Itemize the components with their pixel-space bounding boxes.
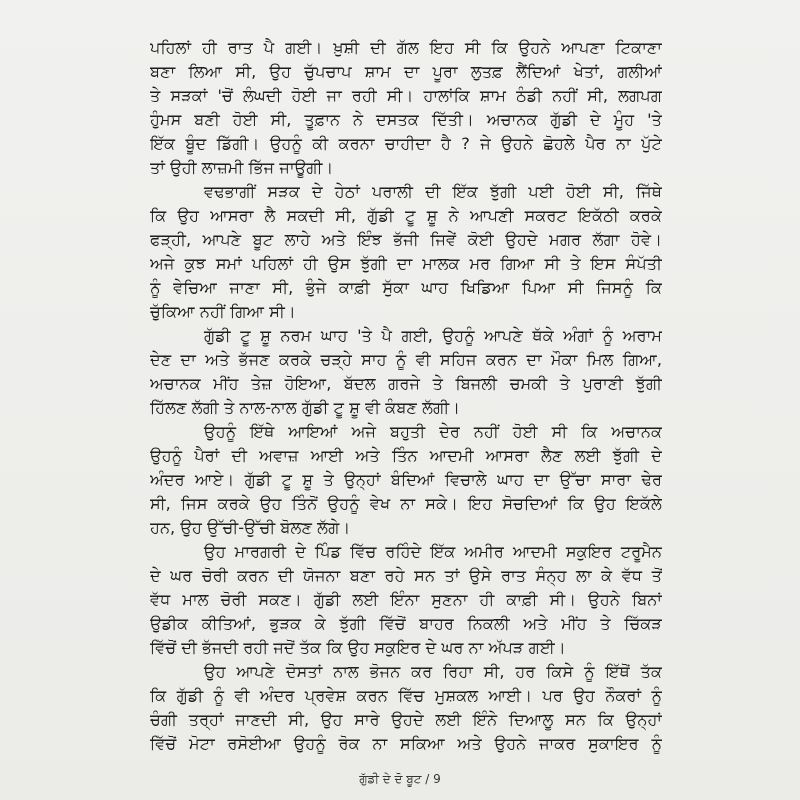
text-line: ਕਿ ਗੁੱਡੀ ਨੂੰ ਵੀ ਅੰਦਰ ਪ੍ਰਵੇਸ਼ ਕਰਨ ਵਿੱਚ ਮੁਸ਼ਕਲ ਆਈ। ਪਰ ਉਹ ਨੌਕਰਾਂ ਨੂੰ bbox=[150, 686, 662, 705]
text-line: ਅੰਦਰ ਆਏ। ਗੁੱਡੀ ਟੂ ਸ਼ੂ ਤੇ ਉਨ੍ਹਾਂ ਬੰਦਿਆਂ ਵਿਚਾਲੇ ਘਾਹ ਦਾ ਉੱਚਾ ਸਾਰਾ ਢੇਰ bbox=[150, 470, 662, 489]
text-line: ਦੇ ਘਰ ਚੋਰੀ ਕਰਨ ਦੀ ਯੋਜਨਾ ਬਣਾ ਰਹੇ ਸਨ ਤਾਂ ਉਸੇ ਰਾਤ ਸੰਨ੍ਹ ਲਾ ਕੇ ਵੱਧ ਤੋਂ bbox=[150, 566, 662, 585]
text-line: ਪਹਿਲਾਂ ਹੀ ਰਾਤ ਪੈ ਗਈ। ਖ਼ੁਸ਼ੀ ਦੀ ਗੱਲ ਇਹ ਸੀ ਕਿ ਉਹਨੇ ਆਪਣਾ ਟਿਕਾਣਾ bbox=[150, 38, 662, 57]
text-line: ਵਿੱਚੋਂ ਦੀ ਭੱਜਦੀ ਰਹੀ ਜਦੋਂ ਤੱਕ ਕਿ ਉਹ ਸਕੁਇਰ ਦੇ ਘਰ ਨਾ ਅੱਪੜ ਗਈ। bbox=[150, 638, 566, 657]
body-text bbox=[150, 36, 662, 756]
text-line: ਉਡੀਕ ਕੀਤਿਆਂ, ਭੁੜਕ ਕੇ ਝੁੱਗੀ ਵਿੱਚੋਂ ਬਾਹਰ ਨਿਕਲੀ ਅਤੇ ਮੀਂਹ ਤੇ ਚਿੱਕੜ bbox=[150, 614, 662, 633]
text-line: ਇੱਕ ਬੂੰਦ ਡਿੱਗੀ। ਉਹਨੂੰ ਕੀ ਕਰਨਾ ਚਾਹੀਦਾ ਹੈ ? ਜੇ ਉਹਨੇ ਛੋਹਲੇ ਪੈਰ ਨਾ ਪੁੱਟੇ bbox=[150, 134, 662, 153]
text-line: ਕਿ ਉਹ ਆਸਰਾ ਲੈ ਸਕਦੀ ਸੀ, ਗੁੱਡੀ ਟੂ ਸ਼ੂ ਨੇ ਆਪਣੀ ਸਕਰਟ ਇਕੱਠੀ ਕਰਕੇ bbox=[150, 206, 662, 225]
text-line: ਵੱਧ ਮਾਲ ਚੋਰੀ ਸਕਣ। ਗੁੱਡੀ ਲਈ ਇੰਨਾ ਸੁਣਨਾ ਹੀ ਕਾਫ਼ੀ ਸੀ। ਉਹਨੇ ਬਿਨਾਂ bbox=[150, 590, 662, 609]
text-line: ਉਹਨੂੰ ਪੈਰਾਂ ਦੀ ਅਵਾਜ਼ ਆਈ ਅਤੇ ਤਿੰਨ ਆਦਮੀ ਆਸਰਾ ਲੈਣ ਲਈ ਝੁੱਗੀ ਦੇ bbox=[150, 446, 662, 465]
text-line: ਤਾਂ ਉਹੀ ਲਾਜ਼ਮੀ ਭਿੱਜ ਜਾਊਗੀ। bbox=[150, 158, 334, 177]
text-line: ਵਿੱਚੋਂ ਮੋਟਾ ਰਸੋਈਆ ਉਹਨੂੰ ਰੋਕ ਨਾ ਸਕਿਆ ਅਤੇ ਉਹਨੇ ਜਾਕਰ ਸੁਕਾਇਰ ਨੂੰ bbox=[150, 734, 662, 753]
text-line: ਨੂੰ ਵੇਚਿਆ ਜਾਣਾ ਸੀ, ਭੁੰਜੇ ਕਾਫ਼ੀ ਸੁੱਕਾ ਘਾਹ ਖਿਡਿਆ ਪਿਆ ਸੀ ਜਿਸਨੂੰ ਕਿ bbox=[150, 278, 662, 297]
text-line: ਉਹ ਮਾਰਗਰੀ ਦੇ ਪਿੰਡ ਵਿੱਚ ਰਹਿੰਦੇ ਇੱਕ ਅਮੀਰ ਆਦਮੀ ਸਕੁਇਰ ਟਰੂਮੈਨ bbox=[204, 542, 662, 561]
text-line: ਬਣਾ ਲਿਆ ਸੀ, ਉਹ ਚੁੱਪਚਾਪ ਸ਼ਾਮ ਦਾ ਪੂਰਾ ਲੁਤਫ਼ ਲੈਂਦਿਆਂ ਖੇਤਾਂ, ਗਲੀਆਂ bbox=[150, 62, 662, 81]
text-line: ਹੁੰਮਸ ਬਣੀ ਹੋਈ ਸੀ, ਤੂਫ਼ਾਨ ਨੇ ਦਸਤਕ ਦਿੱਤੀ। ਅਚਾਨਕ ਗੁੱਡੀ ਦੇ ਮੂੰਹ 'ਤੇ bbox=[150, 110, 662, 129]
text-line: ਹਿੱਲਣ ਲੱਗੀ ਤੇ ਨਾਲ-ਨਾਲ ਗੁੱਡੀ ਟੂ ਸ਼ੂ ਵੀ ਕੰਬਣ ਲੱਗੀ। bbox=[150, 398, 461, 417]
text-line: ਅਚਾਨਕ ਮੀਂਹ ਤੇਜ਼ ਹੋਇਆ, ਬੱਦਲ ਗਰਜੇ ਤੇ ਬਿਜਲੀ ਚਮਕੀ ਤੇ ਪੁਰਾਣੀ ਝੁੱਗੀ bbox=[150, 374, 662, 393]
text-line: ਤੇ ਸੜਕਾਂ 'ਚੋਂ ਲੰਘਦੀ ਹੋਈ ਜਾ ਰਹੀ ਸੀ। ਹਾਲਾਂਕਿ ਸ਼ਾਮ ਠੰਡੀ ਨਹੀਂ ਸੀ, ਲਗਪਗ bbox=[150, 86, 662, 105]
text-line: ਫੜ੍ਹੀ, ਆਪਣੇ ਬੂਟ ਲਾਹੇ ਅਤੇ ਇੰਝ ਭੱਜੀ ਜਿਵੇਂ ਕੋਈ ਉਹਦੇ ਮਗਰ ਲੱਗਾ ਹੋਵੇ। bbox=[150, 230, 662, 249]
text-line: ਦੇਣ ਦਾ ਅਤੇ ਭੱਜਣ ਕਰਕੇ ਚੜ੍ਹੇ ਸਾਹ ਨੂੰ ਵੀ ਸਹਿਜ ਕਰਨ ਦਾ ਮੌਕਾ ਮਿਲ ਗਿਆ, bbox=[150, 350, 662, 369]
text-line: ਚੁੱਕਿਆ ਨਹੀਂ ਗਿਆ ਸੀ। bbox=[150, 302, 296, 321]
text-line: ਹਨ, ਉਹ ਉੱਚੀ-ਉੱਚੀ ਬੋਲਣ ਲੱਗੇ। bbox=[150, 518, 351, 537]
text-line: ਚੰਗੀ ਤਰ੍ਹਾਂ ਜਾਣਦੀ ਸੀ, ਉਹ ਸਾਰੇ ਉਹਦੇ ਲਈ ਇੰਨੇ ਦਿਆਲੂ ਸਨ ਕਿ ਉਨ੍ਹਾਂ bbox=[150, 710, 662, 729]
text-line: ਸੀ, ਜਿਸ ਕਰਕੇ ਉਹ ਤਿੰਨੋਂ ਉਹਨੂੰ ਵੇਖ ਨਾ ਸਕੇ। ਇਹ ਸੋਚਦਿਆਂ ਕਿ ਉਹ ਇਕੱਲੇ bbox=[150, 494, 662, 513]
text-line: ਵਢਭਾਗੀਂ ਸੜਕ ਦੇ ਹੇਠਾਂ ਪਰਾਲੀ ਦੀ ਇੱਕ ਝੁੱਗੀ ਪਈ ਹੋਈ ਸੀ, ਜਿੱਥੇ bbox=[204, 182, 662, 201]
page-footer: ਗੁੱਡੀ ਦੇ ਦੋ ਬੂਟ / 9 bbox=[359, 772, 441, 786]
text-line: ਗੁੱਡੀ ਟੂ ਸ਼ੂ ਨਰਮ ਘਾਹ 'ਤੇ ਪੈ ਗਈ, ਉਹਨੂੰ ਆਪਣੇ ਥੱਕੇ ਅੰਗਾਂ ਨੂੰ ਅਰਾਮ bbox=[204, 326, 662, 345]
text-line: ਉਹਨੂੰ ਇੱਥੇ ਆਇਆਂ ਅਜੇ ਬਹੁਤੀ ਦੇਰ ਨਹੀਂ ਹੋਈ ਸੀ ਕਿ ਅਚਾਨਕ bbox=[204, 422, 662, 441]
text-line: ਅਜੇ ਕੁਝ ਸਮਾਂ ਪਹਿਲਾਂ ਹੀ ਉਸ ਝੁੱਗੀ ਦਾ ਮਾਲਕ ਮਰ ਗਿਆ ਸੀ ਤੇ ਇਸ ਸੰਪੱਤੀ bbox=[150, 254, 662, 273]
text-line: ਉਹ ਆਪਣੇ ਦੋਸਤਾਂ ਨਾਲ ਭੋਜਨ ਕਰ ਰਿਹਾ ਸੀ, ਹਰ ਕਿਸੇ ਨੂੰ ਇੱਥੋਂ ਤੱਕ bbox=[204, 662, 662, 681]
